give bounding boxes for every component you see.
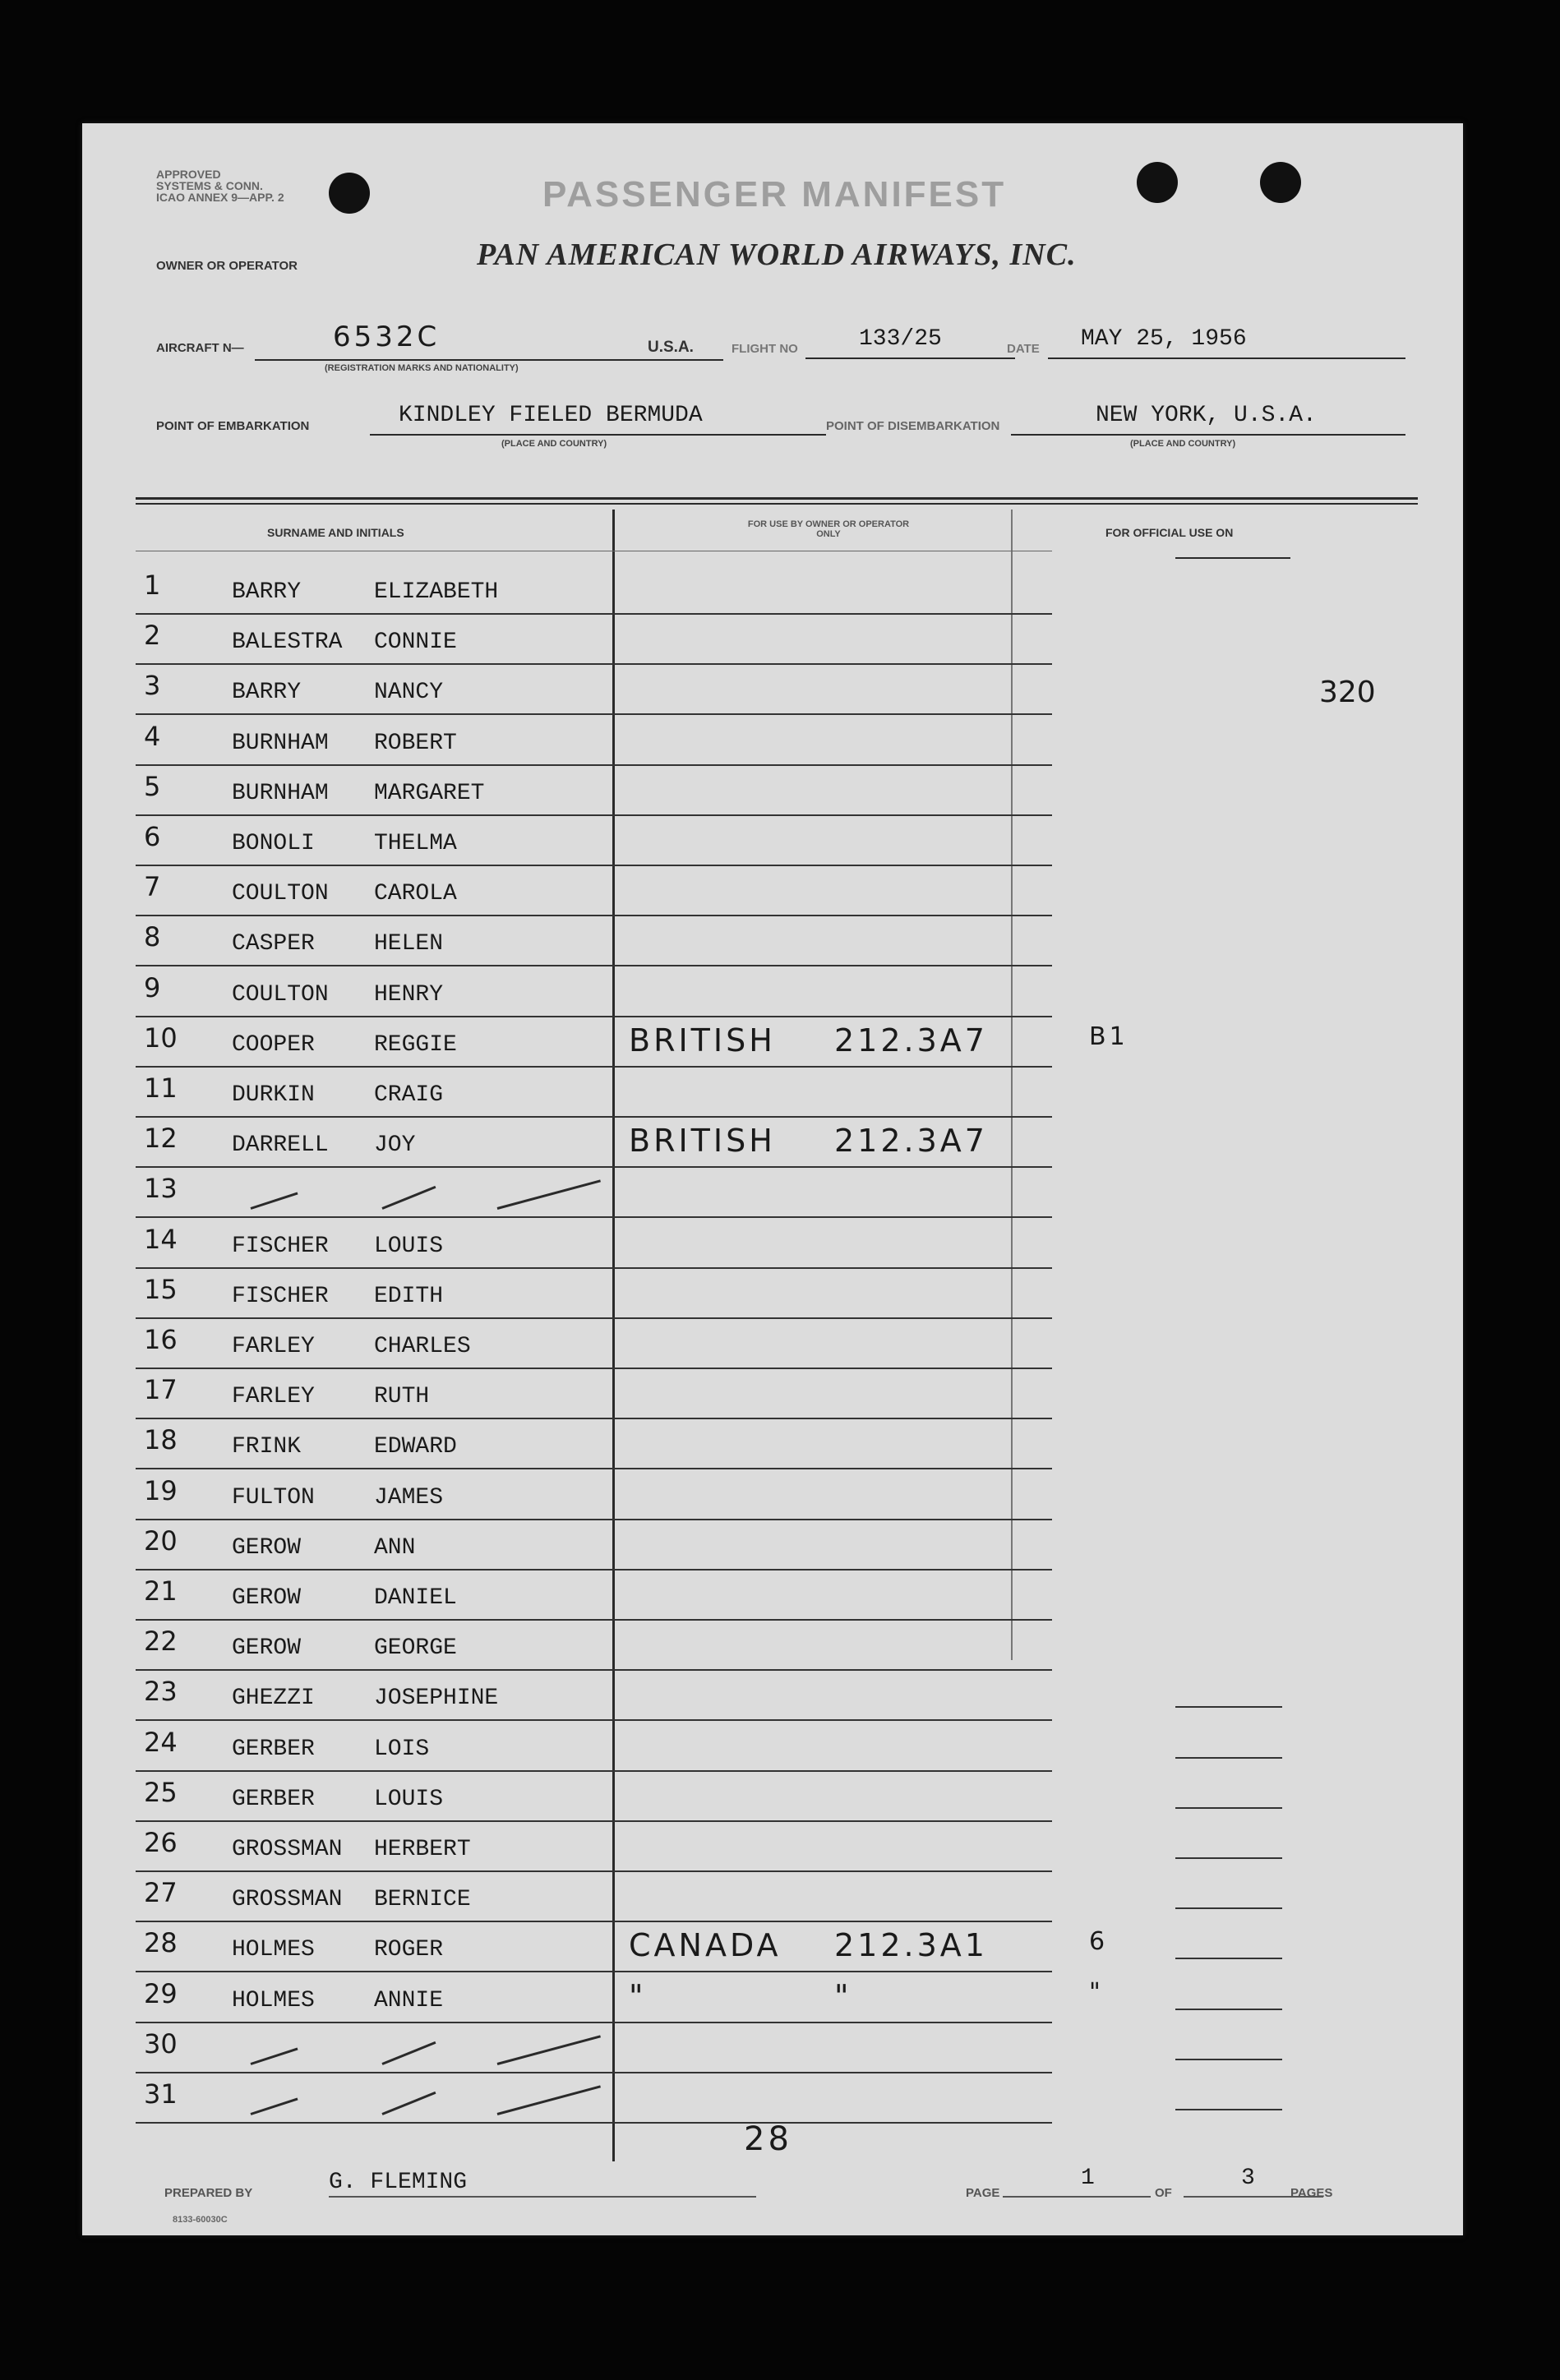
of-label: OF bbox=[1155, 2186, 1172, 2200]
aircraft-label: AIRCRAFT N— bbox=[156, 341, 244, 355]
row-number: 29 bbox=[144, 1977, 178, 2009]
passenger-given-name: JOY bbox=[374, 1132, 416, 1159]
passenger-given-name: EDWARD bbox=[374, 1434, 457, 1460]
passenger-given-name: CRAIG bbox=[374, 1082, 444, 1108]
table-row bbox=[136, 865, 1052, 916]
table-row bbox=[136, 1519, 1052, 1571]
passenger-surname: FISCHER bbox=[232, 1233, 329, 1259]
table-row bbox=[136, 714, 1052, 766]
passenger-surname: BARRY bbox=[232, 680, 302, 706]
row-number: 6 bbox=[144, 821, 161, 852]
official-use-line bbox=[1175, 1907, 1282, 1909]
passenger-given-name: ROGER bbox=[374, 1937, 444, 1963]
passenger-surname: HOLMES bbox=[232, 1937, 315, 1963]
row-number: 7 bbox=[144, 871, 161, 903]
nationality: CANADA bbox=[629, 1927, 782, 1964]
table-row bbox=[136, 1166, 1052, 1218]
passenger-surname: HOLMES bbox=[232, 1987, 315, 2013]
usa-label: U.S.A. bbox=[648, 339, 694, 356]
row-number: 28 bbox=[144, 1927, 178, 1959]
passenger-surname: FARLEY bbox=[232, 1384, 315, 1410]
passenger-surname: FARLEY bbox=[232, 1334, 315, 1359]
embarkation-label: POINT OF EMBARKATION bbox=[156, 419, 310, 433]
passenger-surname: GEROW bbox=[232, 1585, 302, 1611]
passenger-surname: DARRELL bbox=[232, 1132, 329, 1159]
passenger-given-name: ANN bbox=[374, 1534, 416, 1561]
strike-mark bbox=[251, 2098, 298, 2115]
passenger-surname: COOPER bbox=[232, 1031, 315, 1058]
row-number: 17 bbox=[144, 1374, 178, 1406]
date-label: DATE bbox=[1007, 342, 1040, 356]
official-use-header: FOR OFFICIAL USE ON bbox=[1105, 526, 1234, 539]
row-number: 5 bbox=[144, 770, 161, 802]
nationality: BRITISH bbox=[629, 1123, 776, 1160]
passenger-surname: DURKIN bbox=[232, 1082, 315, 1108]
passenger-given-name: CONNIE bbox=[374, 630, 457, 656]
official-use-line bbox=[1175, 1757, 1282, 1759]
row-number: 23 bbox=[144, 1676, 178, 1708]
table-row bbox=[136, 1720, 1052, 1772]
embarkation-point: KINDLEY FIELED BERMUDA bbox=[399, 403, 703, 428]
strike-mark bbox=[381, 2041, 436, 2065]
row-number: 25 bbox=[144, 1776, 178, 1808]
official-use-line bbox=[1175, 2009, 1282, 2010]
prepared-label: PREPARED BY bbox=[164, 2186, 253, 2200]
flight-date: MAY 25, 1956 bbox=[1081, 326, 1247, 352]
passenger-given-name: REGGIE bbox=[374, 1031, 457, 1058]
passenger-surname: BONOLI bbox=[232, 831, 315, 856]
row-number: 10 bbox=[144, 1022, 178, 1054]
row-number: 27 bbox=[144, 1877, 178, 1909]
passenger-given-name: DANIEL bbox=[374, 1585, 457, 1611]
official-use-line bbox=[1175, 2109, 1282, 2110]
visa-code: " bbox=[834, 1977, 852, 2014]
official-use-line bbox=[1175, 1807, 1282, 1809]
manifest-page bbox=[82, 123, 1463, 2235]
carrier-name: PAN AMERICAN WORLD AIRWAYS, INC. bbox=[477, 238, 1077, 272]
strike-mark bbox=[251, 1192, 298, 1210]
passenger-surname: BURNHAM bbox=[232, 780, 329, 806]
official-mark: B1 bbox=[1089, 1022, 1128, 1051]
row-number: 13 bbox=[144, 1173, 178, 1205]
passenger-given-name: CHARLES bbox=[374, 1334, 471, 1359]
strike-mark bbox=[497, 2085, 601, 2115]
official-mark: 6 bbox=[1089, 1927, 1109, 1957]
row-number: 15 bbox=[144, 1273, 178, 1305]
table-row bbox=[136, 1418, 1052, 1469]
table-row bbox=[136, 1116, 1052, 1168]
row-number: 8 bbox=[144, 921, 161, 953]
passenger-surname: FISCHER bbox=[232, 1283, 329, 1309]
table-row bbox=[136, 1217, 1052, 1269]
official-use-line bbox=[1175, 1958, 1282, 1959]
nationality: BRITISH bbox=[629, 1022, 776, 1059]
flight-number: 133/25 bbox=[859, 326, 942, 352]
surname-header: SURNAME AND INITIALS bbox=[267, 526, 404, 539]
strike-mark bbox=[497, 1180, 601, 1211]
official-use-line bbox=[1175, 2059, 1282, 2060]
passenger-given-name: GEORGE bbox=[374, 1635, 457, 1662]
disembarkation-label: POINT OF DISEMBARKATION bbox=[826, 419, 1000, 433]
passenger-surname: GEROW bbox=[232, 1534, 302, 1561]
row-number: 4 bbox=[144, 720, 161, 752]
punch-hole bbox=[1260, 162, 1301, 203]
row-number: 20 bbox=[144, 1524, 178, 1557]
approval-stamp: APPROVED SYSTEMS & CONN. ICAO ANNEX 9—APP. 2 bbox=[156, 168, 284, 204]
passenger-surname: CASPER bbox=[232, 931, 315, 957]
table-row bbox=[136, 1569, 1052, 1621]
strike-mark bbox=[497, 2035, 601, 2065]
table-row bbox=[136, 966, 1052, 1017]
passenger-given-name: NANCY bbox=[374, 680, 444, 706]
registration-caption: (REGISTRATION MARKS AND NATIONALITY) bbox=[325, 363, 519, 373]
aircraft-registration: 6532C bbox=[333, 321, 441, 353]
row-number: 2 bbox=[144, 620, 161, 652]
official-mark: " bbox=[1089, 1977, 1104, 2007]
passenger-given-name: LOUIS bbox=[374, 1233, 444, 1259]
row-number: 18 bbox=[144, 1424, 178, 1456]
visa-code: 212.3A7 bbox=[834, 1022, 988, 1059]
passenger-given-name: ANNIE bbox=[374, 1987, 444, 2013]
passenger-given-name: MARGARET bbox=[374, 780, 485, 806]
table-row bbox=[136, 1820, 1052, 1872]
passenger-surname: FRINK bbox=[232, 1434, 302, 1460]
table-row bbox=[136, 764, 1052, 816]
passenger-given-name: CAROLA bbox=[374, 881, 457, 907]
form-title: PASSENGER MANIFEST bbox=[542, 174, 1007, 214]
table-row bbox=[136, 663, 1052, 715]
nationality: " bbox=[629, 1977, 647, 2014]
table-row bbox=[136, 1368, 1052, 1419]
prepared-by: G. FLEMING bbox=[329, 2170, 468, 2195]
passenger-surname: GHEZZI bbox=[232, 1686, 315, 1712]
table-row bbox=[136, 1016, 1128, 1068]
official-use-line bbox=[1175, 1706, 1282, 1708]
row-number: 26 bbox=[144, 1827, 178, 1858]
strike-mark bbox=[251, 2047, 298, 2064]
passenger-given-name: ROBERT bbox=[374, 730, 457, 756]
passenger-surname: BARRY bbox=[232, 579, 302, 605]
table-row bbox=[136, 2022, 1052, 2073]
passenger-given-name: THELMA bbox=[374, 831, 457, 856]
row-number: 1 bbox=[144, 570, 161, 601]
owner-label: OWNER OR OPERATOR bbox=[156, 259, 298, 273]
passenger-given-name: RUTH bbox=[374, 1384, 430, 1410]
row-number: 30 bbox=[144, 2027, 178, 2059]
passenger-surname: GERBER bbox=[232, 1786, 315, 1812]
punch-hole bbox=[329, 173, 370, 214]
page-label: PAGE bbox=[966, 2186, 1000, 2200]
row-number: 24 bbox=[144, 1726, 178, 1758]
page-total-handwritten: 28 bbox=[744, 2120, 792, 2158]
table-row bbox=[136, 1267, 1052, 1319]
row-number: 12 bbox=[144, 1123, 178, 1155]
flight-label: FLIGHT NO bbox=[732, 342, 798, 356]
total-pages: 3 bbox=[1241, 2166, 1255, 2191]
passenger-surname: COULTON bbox=[232, 881, 329, 907]
passenger-given-name: LOIS bbox=[374, 1736, 430, 1762]
row-number: 14 bbox=[144, 1223, 178, 1255]
passenger-given-name: HENRY bbox=[374, 981, 444, 1008]
table-row bbox=[136, 563, 1052, 615]
passenger-given-name: JOSEPHINE bbox=[374, 1686, 499, 1712]
visa-code: 212.3A1 bbox=[834, 1927, 988, 1964]
punch-hole bbox=[1137, 162, 1178, 203]
passenger-surname: GEROW bbox=[232, 1635, 302, 1662]
table-row bbox=[136, 1870, 1052, 1922]
row-number: 9 bbox=[144, 971, 161, 1003]
disembarkation-point: NEW YORK, U.S.A. bbox=[1096, 403, 1317, 428]
passenger-given-name: EDITH bbox=[374, 1283, 444, 1309]
table-row bbox=[136, 1066, 1052, 1118]
side-number: 320 bbox=[1319, 676, 1376, 709]
table-row bbox=[136, 1972, 1104, 2023]
embark-caption: (PLACE AND COUNTRY) bbox=[501, 439, 607, 449]
strike-mark bbox=[381, 2092, 436, 2115]
passenger-given-name: HERBERT bbox=[374, 1837, 471, 1862]
row-number: 11 bbox=[144, 1072, 178, 1104]
pages-label: PAGES bbox=[1290, 2186, 1333, 2200]
table-row bbox=[136, 2072, 1052, 2124]
row-number: 22 bbox=[144, 1626, 178, 1658]
passenger-surname: COULTON bbox=[232, 981, 329, 1008]
page-number: 1 bbox=[1081, 2166, 1095, 2191]
table-row bbox=[136, 1669, 1052, 1721]
table-row bbox=[136, 1317, 1052, 1369]
passenger-surname: GROSSMAN bbox=[232, 1887, 343, 1913]
operator-header: FOR USE BY OWNER OR OPERATOR ONLY bbox=[747, 519, 910, 539]
passenger-given-name: LOUIS bbox=[374, 1786, 444, 1812]
form-code: 8133-60030C bbox=[173, 2215, 228, 2225]
passenger-surname: FULTON bbox=[232, 1484, 315, 1511]
strike-mark bbox=[381, 1186, 436, 1210]
visa-code: 212.3A7 bbox=[834, 1123, 988, 1160]
passenger-given-name: HELEN bbox=[374, 931, 444, 957]
row-number: 19 bbox=[144, 1474, 178, 1506]
passenger-given-name: ELIZABETH bbox=[374, 579, 499, 605]
passenger-surname: GERBER bbox=[232, 1736, 315, 1762]
table-row bbox=[136, 613, 1052, 665]
row-number: 31 bbox=[144, 2078, 178, 2110]
passenger-given-name: JAMES bbox=[374, 1484, 444, 1511]
passenger-given-name: BERNICE bbox=[374, 1887, 471, 1913]
row-number: 21 bbox=[144, 1575, 178, 1607]
passenger-surname: BALESTRA bbox=[232, 630, 343, 656]
table-row bbox=[136, 1469, 1052, 1520]
table-row bbox=[136, 1770, 1052, 1822]
passenger-surname: BURNHAM bbox=[232, 730, 329, 756]
passenger-surname: GROSSMAN bbox=[232, 1837, 343, 1862]
disembark-caption: (PLACE AND COUNTRY) bbox=[1130, 439, 1236, 449]
row-number: 3 bbox=[144, 670, 161, 702]
table-row bbox=[136, 814, 1052, 866]
row-number: 16 bbox=[144, 1324, 178, 1355]
official-use-line bbox=[1175, 1857, 1282, 1859]
table-row bbox=[136, 1619, 1052, 1671]
table-row bbox=[136, 915, 1052, 966]
table-row bbox=[136, 1921, 1109, 1972]
